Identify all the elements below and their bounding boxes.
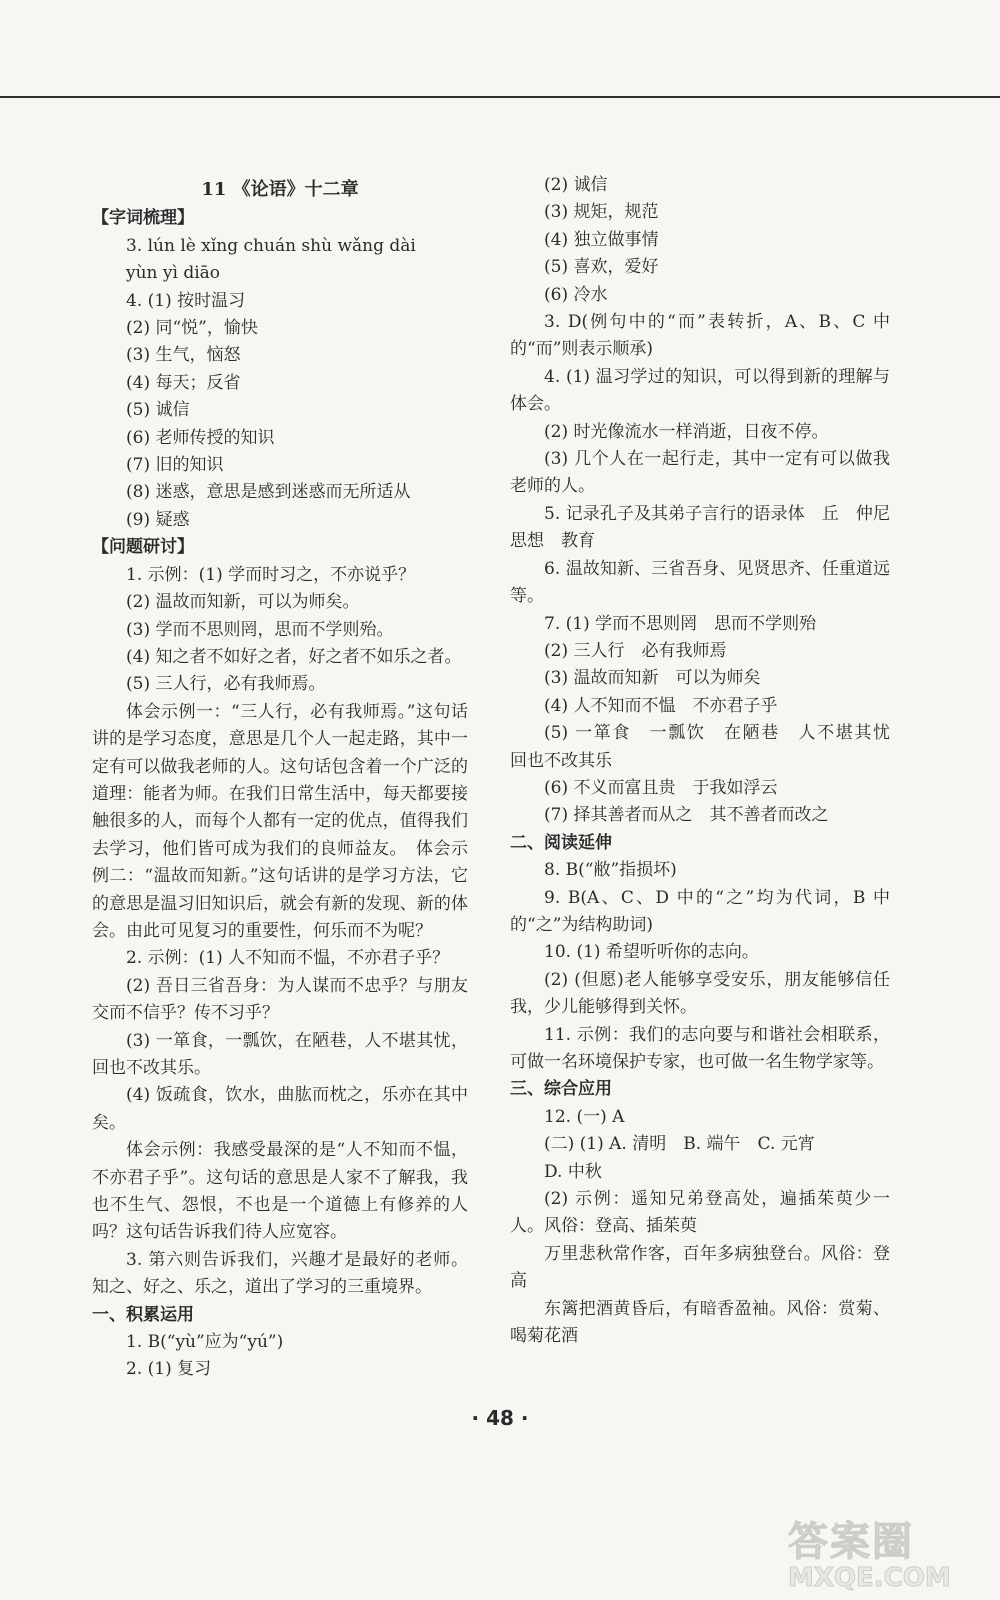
text-line: 3. D(例句中的“而”表转折，A、B、C 中的“而”则表示顺承) [510,312,890,360]
text-line: (2) (但愿)老人能够享受安乐，朋友能够信任我，少儿能够得到关怀。 [510,969,890,1018]
section-heading: 一、积累运用 [92,1304,194,1325]
text-line: (9) 疑惑 [126,509,190,530]
text-line: 9. B(A、C、D 中的“之”均为代词，B 中的“之”为结构助词) [510,887,890,935]
section-heading: 三、综合应用 [510,1079,612,1100]
text-line: 6. 温故知新、三省吾身、见贤思齐、任重道远等。 [510,558,890,607]
text-line: (5) 一箪食 一瓢饮 在陋巷 人不堪其忧 回也不改其乐 [510,723,907,771]
text-line: (2) 诚信 [544,175,608,195]
text-line: 2. 示例：(1) 人不知而不愠，不亦君子乎？ [126,948,450,969]
watermark-cn: 答案圈 [788,1519,914,1565]
text-line: 1. 示例：(1) 学而时习之，不亦说乎？ [126,564,416,585]
text-line: (3) 几个人在一起行走，其中一定有可以做我老师的人。 [510,449,890,497]
text-line: (4) 人不知而不愠 不亦君子乎 [544,695,778,716]
text-line: 3. lún lè xǐng chuán shù wǎng dài [126,235,416,256]
text-line: D. 中秋 [544,1161,602,1182]
text-line: (4) 每天；反省 [126,372,241,393]
text-line: 万里悲秋常作客，百年多病独登台。风俗：登高 [510,1243,890,1292]
text-line: 体会示例一：“三人行，必有我师焉。”这句话讲的是学习态度，意思是几个人一起走路，其中一定有可以做我老师的人。这句话包含着一个广泛的道理：能者为师。在我们日常生活中，每天都要接触很多的人，而每个人都有一定的优点，值得我们去学习，他们皆可成为我们的良师益友。 体会示例二：“温故而知新。”这句话讲的是学习方法，它的意思是温习旧知识后，就会有新的发现、新的体会。由此可见复习的重要性，何乐而不为呢？ [92,701,468,941]
section-heading: 【问题研讨】 [92,537,194,558]
text-line: 1. B(“yù”应为“yú”) [126,1332,284,1353]
text-line: 10. (1) 希望听听你的志向。 [544,942,759,963]
text-line: (5) 三人行，必有我师焉。 [126,674,326,695]
text-line: (7) 择其善者而从之 其不善者而改之 [544,805,829,826]
text-line: (3) 温故而知新 可以为师矣 [544,668,761,689]
text-line: (6) 不义而富且贵 于我如浮云 [544,777,778,798]
text-line: 11. 示例：我们的志向要与和谐社会相联系，可做一名环境保护专家，也可做一名生物学家等。 [510,1024,890,1072]
right-column-body [510,172,907,1350]
text-line: (4) 独立做事情 [544,229,659,250]
text-line: (4) 知之者不如好之者，好之者不如乐之者。 [126,646,462,667]
text-line: (7) 旧的知识 [126,455,224,476]
section-heading: 二、阅读延伸 [510,832,612,853]
text-line: (3) 生气，恼怒 [126,345,241,366]
text-line: 4. (1) 温习学过的知识，可以得到新的理解与体会。 [510,366,890,415]
text-line: 4. (1) 按时温习 [126,290,246,311]
text-line: 3. 第六则告诉我们，兴趣才是最好的老师。知之、好之、乐之，道出了学习的三重境界。 [92,1249,468,1298]
text-line: 7. (1) 学而不思则罔 思而不学则殆 [544,613,817,634]
watermark-en: MXQE.COM [788,1563,951,1593]
right-column [510,172,907,1350]
left-column-body [92,205,468,1383]
text-line: (3) 一箪食，一瓢饮，在陋巷，人不堪其忧，回也不改其乐。 [92,1030,468,1078]
text-line: yùn yì diāo [126,263,221,284]
text-line: (6) 冷水 [544,284,608,305]
text-line: (2) 吾日三省吾身：为人谋而不忠乎？与朋友交而不信乎？传不习乎？ [92,975,468,1024]
text-line: (8) 迷惑，意思是感到迷惑而无所适从 [126,482,411,503]
text-line: (3) 规矩，规范 [544,202,659,223]
page-title: 11 《论语》十二章 [201,179,359,200]
top-rule [0,96,1000,98]
section-heading: 【字词梳理】 [92,208,194,229]
text-line: 12. (一) A [544,1106,625,1127]
text-line: (2) 温故而知新，可以为师矣。 [126,592,360,613]
text-line: 体会示例：我感受最深的是“人不知而不愠，不亦君子乎”。这句话的意思是人家不了解我，我也不生气、怨恨，不也是一个道德上有修养的人吗？这句话告诉我们待人应宽容。 [92,1140,468,1243]
text-line: (4) 饭疏食，饮水，曲肱而枕之，乐亦在其中矣。 [92,1085,468,1133]
watermark-logo [788,1510,978,1593]
text-line: 8. B(“敝”指损坏) [544,860,677,881]
text-line: (5) 诚信 [126,400,190,421]
text-line: 5. 记录孔子及其弟子言行的语录体 丘 仲尼 思想 教育 [510,503,907,552]
text-line: (二) (1) A. 清明 B. 端午 C. 元宵 [544,1134,815,1155]
left-column [92,172,468,1384]
text-line: (2) 同“悦”，愉快 [126,318,258,339]
text-line: 东篱把酒黄昏后，有暗香盈袖。风俗：赏菊、喝菊花酒 [510,1298,890,1347]
text-line: (6) 老师传授的知识 [126,427,275,448]
text-line: (2) 时光像流水一样消逝，日夜不停。 [544,421,829,442]
text-line: (3) 学而不思则罔，思而不学则殆。 [126,619,394,640]
text-line: 2. (1) 复习 [126,1359,212,1380]
text-line: (5) 喜欢，爱好 [544,257,659,278]
text-line: (2) 三人行 必有我师焉 [544,640,727,661]
text-line: (2) 示例：遥知兄弟登高处，遍插茱萸少一人。风俗：登高、插茱萸 [510,1189,890,1237]
page-number: · 48 · [471,1406,529,1430]
